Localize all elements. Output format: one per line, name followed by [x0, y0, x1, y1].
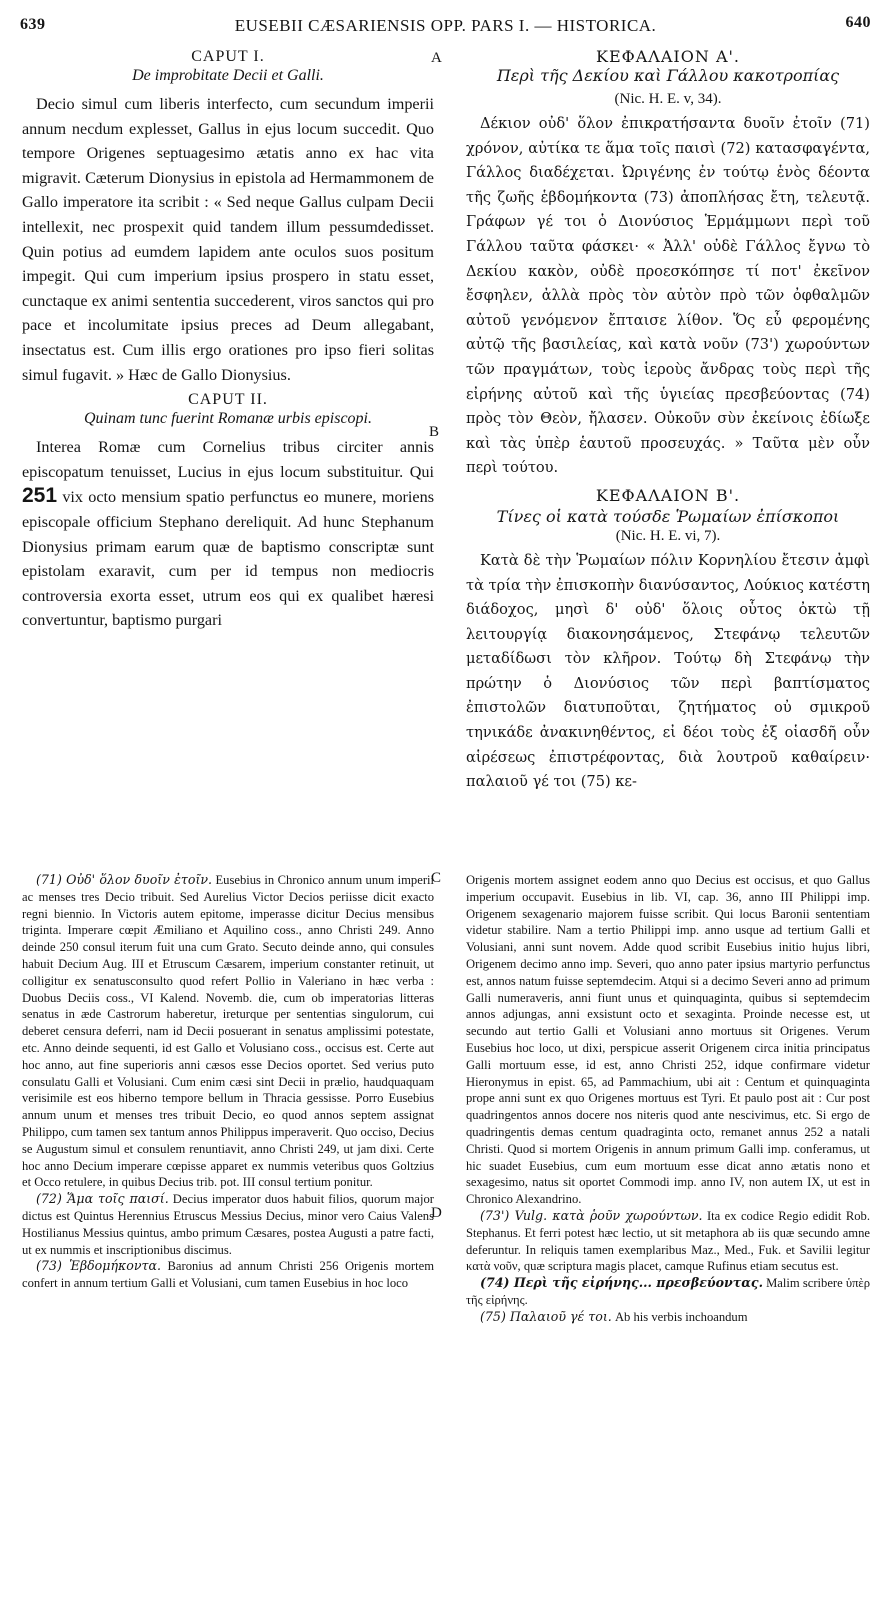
- footnote-74-lead: (74) Περὶ τῆς εἰρήνης... πρεσβεύοντας.: [480, 1275, 763, 1291]
- column-marker-d: D: [431, 1205, 442, 1221]
- footnote-72: [22, 1191, 434, 1258]
- footnote-73-text: Baronius ad annum Christi 256 Origenis mortem confert in annum tertium Galli et Volusiani, cum tamen Eusebius in hoc loco: [22, 1259, 434, 1291]
- greek-chapter-2-reference: (Nic. H. E. vi, 7).: [615, 527, 721, 544]
- footnotes-left: [22, 872, 434, 1594]
- column-marker-a: A: [431, 50, 442, 66]
- column-marker-c: C: [431, 870, 442, 886]
- footnote-72-lead: (72) Ἅμα τοῖς παισί.: [36, 1191, 169, 1207]
- footnote-73a-lead: (73') Vulg. κατὰ ῥοῦν χωρούντων.: [480, 1207, 703, 1223]
- latin-chapter-2-subtitle: Quinam tunc fuerint Romanæ urbis episcopi.: [84, 410, 372, 428]
- greek-main-text: [466, 48, 870, 862]
- footnote-73a-text: Ita ex codice Regio edidit Rob. Stephanus. Et ferri potest hæc lectio, ut sit metaphora ab iis quæ secundo amne deferuntur. In reliquis tamen exemplaribus Maz., Med., Fuk. et Savilii legitur κατὰ νοῦν, quæ scriptura magis placet, camque Rufinus etiam secutus est.: [466, 1208, 870, 1274]
- latin-chapter-2-text-b: vix octo mensium spatio perfunctus eo munere, moriens episcopale officium Stephano dereliquit. Ad hunc Stephanum Dionysius primam earum quæ de baptismo conscriptæ sunt epistolam exaravit, cum per id tempus non mediocris controversia exorta esset, utrum eos qui ex qualibet hæresi convertuntur, baptismo purgari: [22, 488, 434, 630]
- footnote-73-lead: (73) Ἑβδομήκοντα.: [36, 1258, 161, 1274]
- greek-chapter-2-title: ΚΕΦΑΛΑΙΟΝ Β'.: [595, 485, 741, 505]
- footnote-71-lead: (71) Οὐδ' ὅλον δυοῖν ἐτοῖν.: [36, 872, 213, 887]
- footnote-73: [22, 1258, 434, 1292]
- footnote-75-text: Ab his verbis inchoandum: [614, 1309, 748, 1324]
- footnote-73-continued: [466, 872, 870, 1208]
- latin-main-text: [22, 48, 434, 862]
- latin-chapter-2-title: CAPUT II.: [188, 391, 268, 409]
- footnote-74-text: Malim scribere ὑπὲρ τῆς εἰρήνης.: [466, 1276, 870, 1307]
- footnote-75-lead: (75) Παλαιοῦ γέ τοι.: [480, 1308, 612, 1324]
- footnote-71: [22, 872, 434, 1191]
- running-header: [20, 14, 871, 38]
- greek-chapter-1-reference: (Nic. H. E. v, 34).: [614, 91, 722, 107]
- page-number-left: 639: [20, 16, 46, 33]
- footnotes-right: [466, 872, 870, 1594]
- footnote-73-continued-text: Origenis mortem assignet eodem anno quo Decius est occisus, et quo Gallus imperium occupavit. Eusebius in lib. VI, cap. 36, anno III Philippi imp. Origenem sexagenario majorem fuisse scribit. Qui locus Baronii sententiam videtur stabilire. Nam a tertio Philippi imp. anno usque ad tertium Galli et Volusiani, anni sunt novem. Adde quod scribit Eusebius initio hujus libri, Origenem decimo anno imp. Severi, quo anno pater ipsius martyrio perfunctus est, annos natum fuisse septemdecim. Atqui si a decimo Severi anno ad primum Galli numeraveris, anni fiunt unus et quinquaginta, quibus si septemdecim annos adjungas, anni exsistunt octo et sexaginta. Proinde necesse est, ut secundo aut tertio Galli et Volusiani anno mortuus sit Origenes. Verum Eusebius hoc loco, ut dixi, perspicue asserit Origenem circa initia principatus Galli mortuum esse, id est, anno Christi 252, idque confirmare videtur Hieronymus in epist. 65, ad Pammachium, ubi ait : Centum et quinquaginta prope anni sunt ex quo Origenes mortuus est Tyri. Et paulo post ait : Cur post quadringentos annos docere nos niteris quod ante nescivimus, etc. Si ergo de quadringentis demas centum quadraginta octo, remanet annus 252 a natali Christi. Quod si mortem Origenis in annum primum Galli imp. conferamus, ut hic suadet Eusebius, cum eum mortuum esse dicat anno ætatis nono et sexagesimo, natus sit oportet Commodi imp. anno IV, non autem IX, ut est in Chronico Alexandrino.: [466, 873, 870, 1207]
- footnote-74: [466, 1275, 870, 1309]
- column-marker-b: B: [429, 424, 440, 440]
- latin-chapter-1-title: CAPUT I.: [191, 48, 265, 65]
- greek-chapter-1-subtitle: Περὶ τῆς Δεκίου καὶ Γάλλου κακοτροπίας: [496, 66, 840, 85]
- footnote-72-text: Decius imperator duos habuit filios, quorum major dictus est Quintus Herennius Etruscus Messius Decius, minor vero Caius Valens Hostilianus Messius quintus, ambo primum Cæsares, postea Augusti a patre facti, ut ex nummis et inscriptionibus discimus.: [22, 1192, 434, 1257]
- margin-year-number: 251: [22, 484, 58, 508]
- greek-chapter-2-subtitle: Τίνες οἱ κατὰ τούσδε Ῥωμαίων ἐπίσκοποι: [496, 506, 840, 526]
- greek-chapter-2-text: Κατὰ δὲ τὴν Ῥωμαίων πόλιν Κορνηλίου ἔτεσιν ἀμφὶ τὰ τρία τὴν ἐπισκοπὴν διανύσαντος, Λούκιος κατέστη διάδοχος, μησὶ δ' οὐδ' ὅλοις οὗτος ὀκτὼ τῇ λειτουργίᾳ διακονησάμενος, Στεφάνῳ τελευτῶν μεταδίδωσι τὸν κλῆρον. Τούτῳ δὴ Στεφάνῳ τὴν πρώτην ὁ Διονύσιος τῶν περὶ βαπτίσματος ἐπιστολῶν διατυποῦται, ζητήματος οὐ σμικροῦ τηνικάδε ἀνακινηθέντος, εἰ δέοι τοὺς ἐξ οἱασδῆ οὖν αἱρέσεως ἐπιστρέφοντας, διὰ λουτροῦ καθαίρειν· παλαιοῦ γέ τοι (75) κε-: [466, 551, 870, 791]
- footnote-73a: [466, 1208, 870, 1275]
- running-title: EUSEBII CÆSARIENSIS OPP. PARS I. — HISTORICA.: [234, 16, 657, 35]
- footnote-75: [466, 1309, 870, 1326]
- latin-chapter-1-subtitle: De improbitate Decii et Galli.: [132, 67, 324, 84]
- greek-chapter-1-title: ΚΕΦΑΛΑΙΟΝ Α'.: [596, 48, 740, 66]
- page-number-right: 640: [845, 14, 871, 31]
- footnote-71-text: Eusebius in Chronico annum unum imperii ac menses tres Decio tribuit. Sed Aurelius Victor Decios periisse dicit exacto regni biennio. In Victoris autem epitome, imperasse dicitur Decius mensibus triginta. Imperare cœpit Æmiliano et Aquilino coss., anno Christi 249. Anno deinde 250 consul iterum fuit una cum Grato. Secuto deinde anno, qui consules habuit Decium Aug. III et Etruscum Cæsarem, imperium constanter retinuit, ut colligitur ex senatusconsulto quod refert Pollio in Valeriano in hæc verba : Duobus Deciis coss., VI Kalend. Novemb. die, cum ob imperatorias litteras senatus in æde Castrorum haberetur, ireturque per sententias singulorum, cui deberet censura deferri, nam id Decii posuerant in senatus amplissimi potestate, etc. Anno deinde sequenti, id est Gallo et Volusiano coss., occisus est. Certe aut hoc anno, aut fine superioris anni cæsos esse Decios oportet. Sed verius puto consulatu Galli et Volusiani. Cum enim cæsi sint Decii in prælio, haudquaquam verisimile est eos hiberno tempore bellum in Thracia gessisse. Porro Eusebius annum unum et menses tres tribuit Decio, eo quod annos septem assignat Philippo, cum tamen sex tantum annos Philippus imperaverit. Quo occiso, Decius se Augustum simul et consulem renuntiavit, anno Christi 249, ut jam dixi. Certe hoc anno Decium imperare cœpisse apparet ex nummis veteribus quos Goltzius et Occo retulere, in quibus Decius trib. pot. III consul tertium ponitur.: [22, 873, 434, 1190]
- latin-chapter-2-text-a: Interea Romæ cum Cornelius tribus circiter annis episcopatum tenuisset, Lucius in ejus locum substituitur. Qui: [22, 438, 434, 481]
- greek-chapter-1-text: Δέκιον οὐδ' ὅλον ἐπικρατήσαντα δυοῖν ἐτοῖν (71) χρόνον, αὐτίκα τε ἅμα τοῖς παισὶ (72) κατασφαγέντα, Γάλλος διαδέχεται. Ὠριγένης ἐν τούτῳ ἑνὸς δέοντα τῆς ζωῆς ἑβδομήκοντα (73) ἀποπλήσας ἔτη, τελευτᾷ. Γράφων γέ τοι ὁ Διονύσιος Ἑρμάμμωνι περὶ τοῦ Γάλλου ταῦτα φάσκει· « Ἀλλ' οὐδὲ Γάλλος ἔγνω τὸ Δεκίου κακὸν, οὐδὲ προεσκόπησε τί ποτ' ἐκεῖνον ἔσφηλεν, ἀλλὰ πρὸς τὸν αὐτὸν πρὸ τῶν ὀφθαλμῶν αὐτοῦ γενόμενον ἔπταισε λίθον. Ὅς εὖ φερομένης αὐτῷ τῆς βασιλείας, καὶ κατὰ νοῦν (73') χωρούντων τῶν πραγμάτων, τοὺς ἱεροὺς ἄνδρας τοὺς περὶ τῆς εἰρήνης αὐτοῦ καὶ τῆς ὑγιείας πρεσβεύοντας (74) πρὸς τὸν Θεὸν, ἤλασεν. Οὐκοῦν σὺν ἐκείνοις ἐδίωξε καὶ τὰς ὑπὲρ ἑαυτοῦ προσευχάς. » Ταῦτα μὲν οὖν περὶ τούτου.: [466, 115, 870, 477]
- latin-chapter-1-text: Decio simul cum liberis interfecto, cum secundum imperii annum necdum explesset, Gallus in ejus locum succedit. Quo tempore Origenes septuagesimo ætatis anno ex hac vita migravit. Cæterum Dionysius in epistola ad Hermammonem de Gallo imperatore ita scribit : « Sed neque Gallus culpam Decii intellexit, nec prospexit quid tandem illum pessumdedisset. Quin potius ad eumdem lapidem ante oculos suos positum impegit. Qui cum imperium ipsius prospero in statu esset, cunctaque ex animi sententia succederent, viros sanctos qui pro pace et incolumitate ipsius preces ad Deum allegabant, insectatus est. Cum illis ergo orationes pro ipso fieri solitas simul fugavit. » Hæc de Gallo Dionysius.: [22, 95, 434, 384]
- latin-chapter-2-text: [22, 435, 434, 633]
